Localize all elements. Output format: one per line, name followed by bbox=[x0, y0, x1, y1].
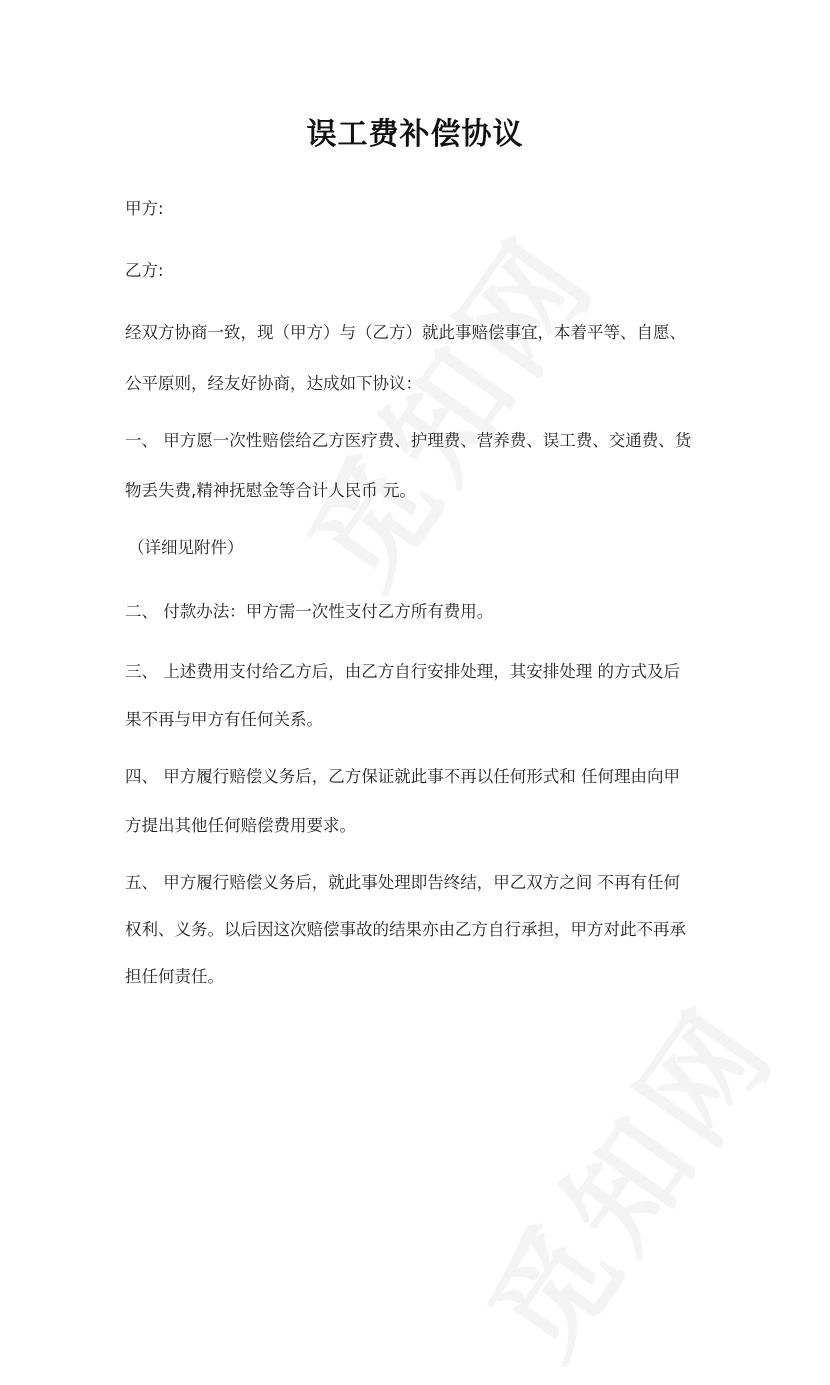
clause-3-line-1: 三、 上述费用支付给乙方后，由乙方自行安排处理，其安排处理 的方式及后 bbox=[125, 662, 680, 681]
document-title: 误工费补偿协议 bbox=[306, 117, 524, 152]
attachment-note: （详细见附件） bbox=[128, 538, 244, 557]
clause-1-line-1: 一、 甲方愿一次性赔偿给乙方医疗费、护理费、营养费、误工费、交通费、货 bbox=[125, 431, 692, 450]
clause-4-line-1: 四、 甲方履行赔偿义务后，乙方保证就此事不再以任何形式和 任何理由向甲 bbox=[125, 767, 680, 786]
preamble-line-2: 公平原则，经友好协商，达成如下协议： bbox=[125, 374, 422, 393]
clause-5-line-3: 担任何责任。 bbox=[125, 967, 224, 986]
clause-4-line-2: 方提出其他任何赔偿费用要求。 bbox=[125, 816, 356, 835]
watermark bbox=[443, 967, 808, 1385]
party-b-label: 乙方: bbox=[125, 261, 164, 280]
clause-2-line-1: 二、 付款办法：甲方需一次性支付乙方所有费用。 bbox=[125, 602, 494, 621]
clause-5-line-2: 权利、义务。以后因这次赔偿事故的结果亦由乙方自行承担，甲方对此不再承 bbox=[125, 920, 686, 939]
party-a-label: 甲方: bbox=[125, 199, 164, 218]
clause-3-line-2: 果不再与甲方有任何关系。 bbox=[125, 710, 323, 729]
preamble-line-1: 经双方协商一致，现（甲方）与（乙方）就此事赔偿事宜，本着平等、自愿、 bbox=[125, 323, 686, 342]
clause-5-line-1: 五、 甲方履行赔偿义务后，就此事处理即告终结，甲乙双方之间 不再有任何 bbox=[125, 873, 680, 892]
clause-1-line-2: 物丢失费,精神抚慰金等合计人民币 元。 bbox=[125, 481, 416, 500]
